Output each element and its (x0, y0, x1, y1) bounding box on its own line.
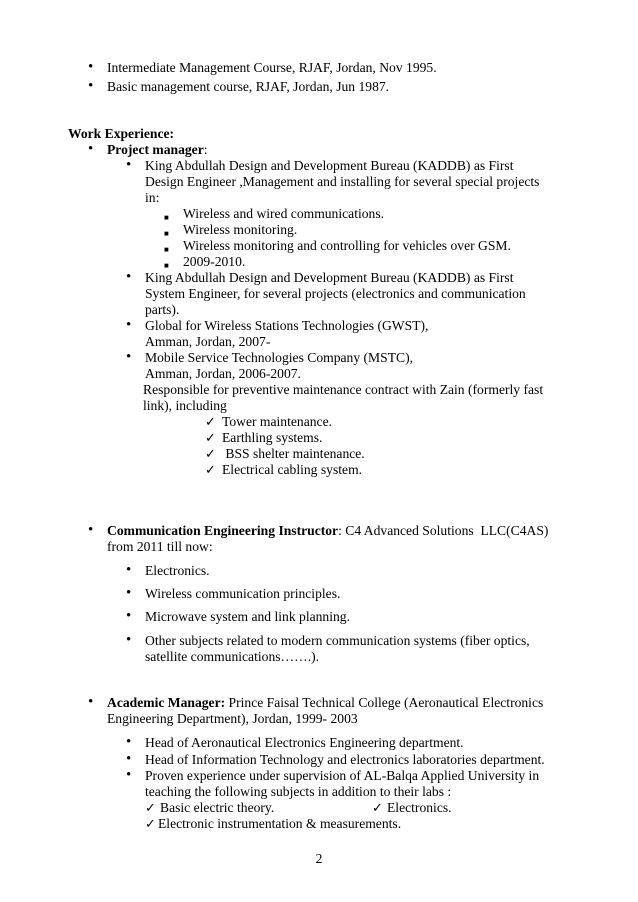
kaddb1-subitem: 2009-2010. (183, 254, 246, 269)
checkmark-icon: ✓ (205, 462, 216, 477)
mstc-check-item: Electrical cabling system. (222, 462, 363, 477)
kaddb1-subitem: Wireless and wired communications. (183, 206, 385, 221)
kaddb2-line: parts). (145, 302, 180, 317)
academic-subject: Electronic instrumentation & measurements. (158, 816, 402, 831)
kaddb1-subitem: Wireless monitoring and controlling for vehicles over GSM. (183, 238, 511, 253)
instructor-item: Microwave system and link planning. (145, 609, 351, 624)
job-employer: : C4 Advanced Solutions LLC(C4AS) (338, 523, 549, 538)
checkmark-icon: ✓ (205, 430, 216, 445)
square-bullet-icon: ■ (164, 261, 169, 270)
checkmark-icon: ✓ (205, 414, 216, 429)
bullet-icon (88, 522, 93, 538)
mstc-line: link), including (143, 398, 227, 413)
bullet-icon (126, 317, 131, 333)
job-title-instructor (107, 523, 548, 539)
square-bullet-icon: ■ (164, 213, 169, 222)
job-title-text: Academic Manager: (107, 695, 226, 710)
academic-item: Proven experience under supervision of AL-Balqa Applied University in (145, 768, 540, 783)
gwst-line: Global for Wireless Stations Technologies (GWST), (145, 318, 429, 333)
mstc-line: Responsible for preventive maintenance contract with Zain (formerly fast (143, 382, 544, 397)
job-employer: Prince Faisal Technical College (Aeronautical Electronics (225, 695, 544, 710)
instructor-item: Electronics. (145, 563, 210, 578)
checkmark-icon: ✓ (205, 446, 216, 461)
job-title-colon: : (203, 142, 208, 157)
section-heading-work-experience: Work Experience: (68, 126, 175, 141)
academic-subject: Electronics. (387, 800, 452, 815)
job-title-academic-manager (107, 695, 543, 711)
checkmark-icon: ✓ (372, 800, 383, 815)
square-bullet-icon: ■ (164, 229, 169, 238)
training-item: Intermediate Management Course, RJAF, Jordan, Nov 1995. (107, 60, 437, 75)
bullet-icon (126, 734, 131, 750)
bullet-icon (88, 78, 93, 94)
bullet-icon (126, 157, 131, 173)
mstc-check-item: BSS shelter maintenance. (222, 446, 365, 461)
square-bullet-icon: ■ (164, 245, 169, 254)
job-title-project-manager (107, 142, 208, 158)
academic-details: Engineering Department), Jordan, 1999- 2003 (107, 711, 358, 726)
bullet-icon (126, 562, 131, 578)
bullet-icon (88, 141, 93, 157)
kaddb1-line: Design Engineer ,Management and installing for several special projects (145, 174, 540, 189)
instructor-item: Other subjects related to modern communication systems (fiber optics, (145, 633, 530, 648)
mstc-check-item: Tower maintenance. (222, 414, 333, 429)
job-title-text: Project manager (107, 142, 204, 157)
mstc-line: Mobile Service Technologies Company (MSTC), (145, 350, 413, 365)
bullet-icon (88, 59, 93, 75)
academic-item-continued: teaching the following subjects in addition to their labs : (145, 784, 452, 799)
academic-subject: Basic electric theory. (160, 800, 275, 815)
bullet-icon (88, 694, 93, 710)
bullet-icon (126, 608, 131, 624)
job-title-text: Communication Engineering Instructor (107, 523, 339, 538)
instructor-item: Wireless communication principles. (145, 586, 341, 601)
kaddb2-line: System Engineer, for several projects (electronics and communication (145, 286, 526, 301)
kaddb2-line: King Abdullah Design and Development Bureau (KADDB) as First (145, 270, 514, 285)
bullet-icon (126, 751, 131, 767)
bullet-icon (126, 767, 131, 783)
mstc-check-item: Earthling systems. (222, 430, 323, 445)
bullet-icon (126, 349, 131, 365)
bullet-icon (126, 585, 131, 601)
kaddb1-line: King Abdullah Design and Development Bureau (KADDB) as First (145, 158, 514, 173)
gwst-line: Amman, Jordan, 2007- (145, 334, 271, 349)
instructor-period: from 2011 till now: (107, 539, 213, 554)
training-item: Basic management course, RJAF, Jordan, Jun 1987. (107, 79, 390, 94)
instructor-item-continued: satellite communications…….). (145, 649, 320, 664)
kaddb1-subitem: Wireless monitoring. (183, 222, 298, 237)
kaddb1-line: in: (145, 190, 160, 205)
checkmark-icon: ✓ (145, 800, 156, 815)
bullet-icon (126, 269, 131, 285)
checkmark-icon: ✓ (145, 816, 156, 831)
page-number: 2 (315, 851, 323, 866)
academic-item: Head of Aeronautical Electronics Engineering department. (145, 735, 464, 750)
bullet-icon (126, 632, 131, 648)
mstc-line: Amman, Jordan, 2006-2007. (145, 366, 301, 381)
academic-item: Head of Information Technology and electronics laboratories department. (145, 752, 545, 767)
